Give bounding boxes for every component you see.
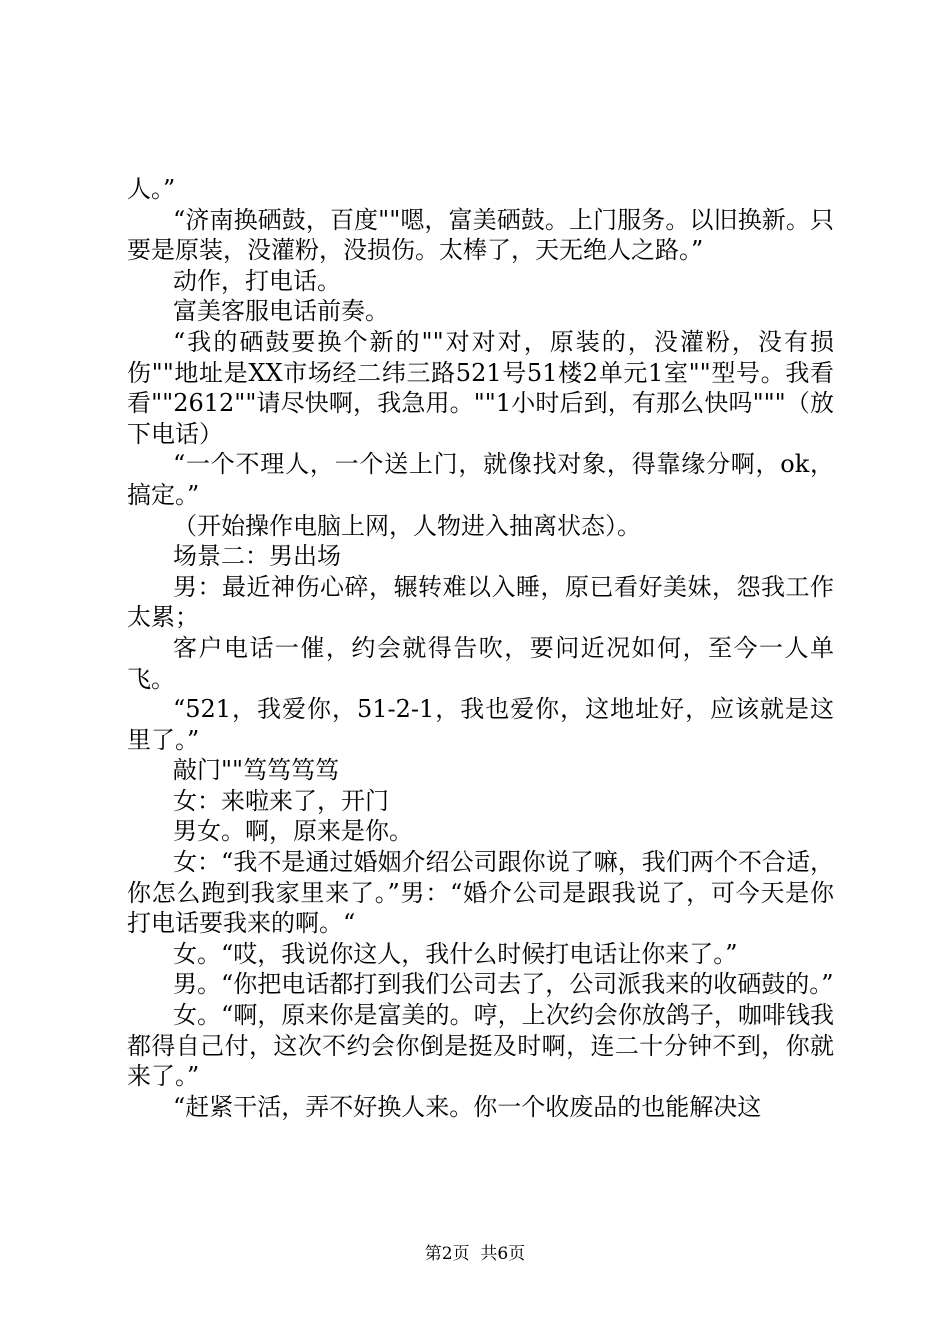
paragraph: “521，我爱你，51-2-1，我也爱你，这地址好，应该就是这里了。” <box>127 695 834 754</box>
paragraph: 富美客服电话前奏。 <box>173 297 389 326</box>
paragraph: 女。“啊，原来你是富美的。哼，上次约会你放鸽子，咖啡钱我都得自己付，这次不约会你倒是挺及时啊，连二十分钟不到，你就来了。” <box>127 1001 834 1091</box>
paragraph: 场景二：男出场 <box>173 542 341 571</box>
paragraph: 男女。啊，原来是你。 <box>173 817 413 846</box>
paragraph: “一个不理人，一个送上门，就像找对象，得靠缘分啊，ok，搞定。” <box>127 450 834 509</box>
paragraph: 女：来啦来了，开门 <box>173 786 389 815</box>
paragraph: 女。“哎，我说你这人，我什么时候打电话让你来了。” <box>173 939 738 968</box>
paragraph: 动作，打电话。 <box>173 266 341 295</box>
paragraph: “赶紧干活，弄不好换人来。你一个收废品的也能解决这 <box>173 1092 762 1121</box>
paragraph: 客户电话一催，约会就得告吹，要问近况如何，至今一人单飞。 <box>127 633 834 693</box>
page-number-label: 第2页 共6页 <box>424 1244 526 1264</box>
paragraph: 女：“我不是通过婚姻介绍公司跟你说了嘛，我们两个不合适，你怎么跑到我家里来了。”男：“婚介公司是跟我说了，可今天是你打电话要我来的啊。“ <box>127 848 834 938</box>
paragraph: “济南换硒鼓，百度""嗯，富美硒鼓。上门服务。以旧换新。只要是原装，没灌粉，没损伤。太棒了，天无绝人之路。” <box>127 205 834 265</box>
paragraph: 男：最近神伤心碎，辗转难以入睡，原已看好美妹，怨我工作太累； <box>127 572 834 632</box>
paragraph: 人。” <box>127 175 176 203</box>
paragraph: （开始操作电脑上网，人物进入抽离状态）。 <box>173 511 641 540</box>
paragraph: 敲门""笃笃笃笃 <box>173 756 340 785</box>
paragraph: 男。“你把电话都打到我们公司去了，公司派我来的收硒鼓的。” <box>173 970 834 999</box>
paragraph: “我的硒鼓要换个新的""对对对，原装的，没灌粉，没有损伤""地址是XX市场经二纬三路521号51楼2单元1室""型号。我看看""2612""请尽快啊，我急用。""1小时后到，有那么快吗"""（放下电话） <box>127 327 834 448</box>
document-body <box>127 174 834 1122</box>
page-footer <box>0 1243 950 1265</box>
